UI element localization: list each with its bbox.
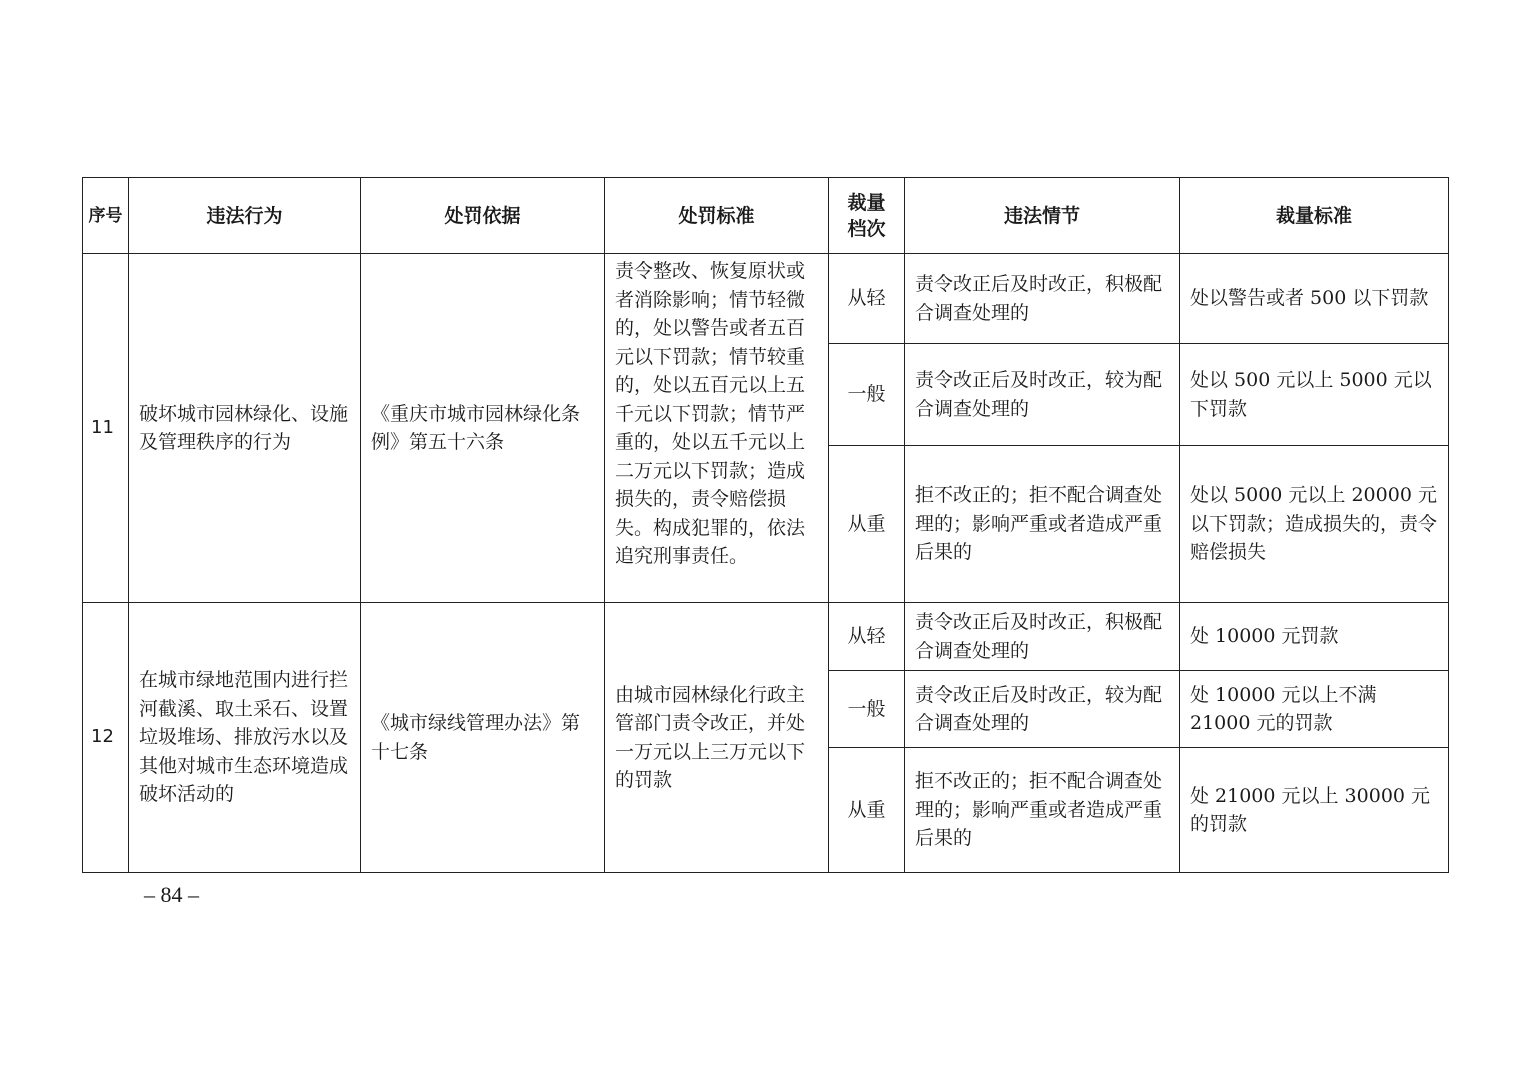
row-basis: 《重庆市城市园林绿化条例》第五十六条	[361, 254, 605, 603]
circumstance-normal: 责令改正后及时改正，较为配合调查处理的	[905, 344, 1180, 446]
header-row	[83, 178, 1449, 254]
level-light: 从轻	[829, 254, 905, 344]
circumstance-light: 责令改正后及时改正，积极配合调查处理的	[905, 603, 1180, 671]
row-violation: 在城市绿地范围内进行拦河截溪、取土采石、设置垃圾堆场、排放污水以及其他对城市生态环境造成破坏活动的	[129, 603, 361, 873]
discretion-light: 处以警告或者 500 以下罚款	[1180, 254, 1449, 344]
header-basis: 处罚依据	[361, 178, 605, 254]
row-basis: 《城市绿线管理办法》第十七条	[361, 603, 605, 873]
header-level: 裁量档次	[829, 178, 905, 254]
page-number: – 84 –	[144, 882, 199, 907]
circumstance-normal: 责令改正后及时改正，较为配合调查处理的	[905, 671, 1180, 748]
header-standard: 处罚标准	[605, 178, 829, 254]
table-row	[83, 254, 1449, 344]
row-seq: 11	[83, 254, 129, 603]
discretion-normal: 处以 500 元以上 5000 元以下罚款	[1180, 344, 1449, 446]
row-violation: 破坏城市园林绿化、设施及管理秩序的行为	[129, 254, 361, 603]
penalty-table	[82, 177, 1449, 873]
level-light: 从轻	[829, 603, 905, 671]
level-normal: 一般	[829, 344, 905, 446]
row-seq: 12	[83, 603, 129, 873]
discretion-normal: 处 10000 元以上不满 21000 元的罚款	[1180, 671, 1449, 748]
header-violation: 违法行为	[129, 178, 361, 254]
discretion-heavy: 处 21000 元以上 30000 元的罚款	[1180, 748, 1449, 873]
discretion-heavy: 处以 5000 元以上 20000 元以下罚款；造成损失的，责令赔偿损失	[1180, 446, 1449, 603]
discretion-light: 处 10000 元罚款	[1180, 603, 1449, 671]
level-normal: 一般	[829, 671, 905, 748]
row-standard: 由城市园林绿化行政主管部门责令改正，并处一万元以上三万元以下的罚款	[605, 603, 829, 873]
header-circumstance: 违法情节	[905, 178, 1180, 254]
header-discretion: 裁量标准	[1180, 178, 1449, 254]
row-standard: 责令整改、恢复原状或者消除影响；情节轻微的，处以警告或者五百元以下罚款；情节较重的，处以五百元以上五千元以下罚款；情节严重的，处以五千元以上二万元以下罚款；造成损失的，责令赔偿损失。构成犯罪的，依法追究刑事责任。	[605, 254, 829, 603]
circumstance-light: 责令改正后及时改正，积极配合调查处理的	[905, 254, 1180, 344]
table-row	[83, 603, 1449, 671]
circumstance-heavy: 拒不改正的；拒不配合调查处理的；影响严重或者造成严重后果的	[905, 446, 1180, 603]
circumstance-heavy: 拒不改正的；拒不配合调查处理的；影响严重或者造成严重后果的	[905, 748, 1180, 873]
level-heavy: 从重	[829, 748, 905, 873]
level-heavy: 从重	[829, 446, 905, 603]
header-seq: 序号	[83, 178, 129, 254]
